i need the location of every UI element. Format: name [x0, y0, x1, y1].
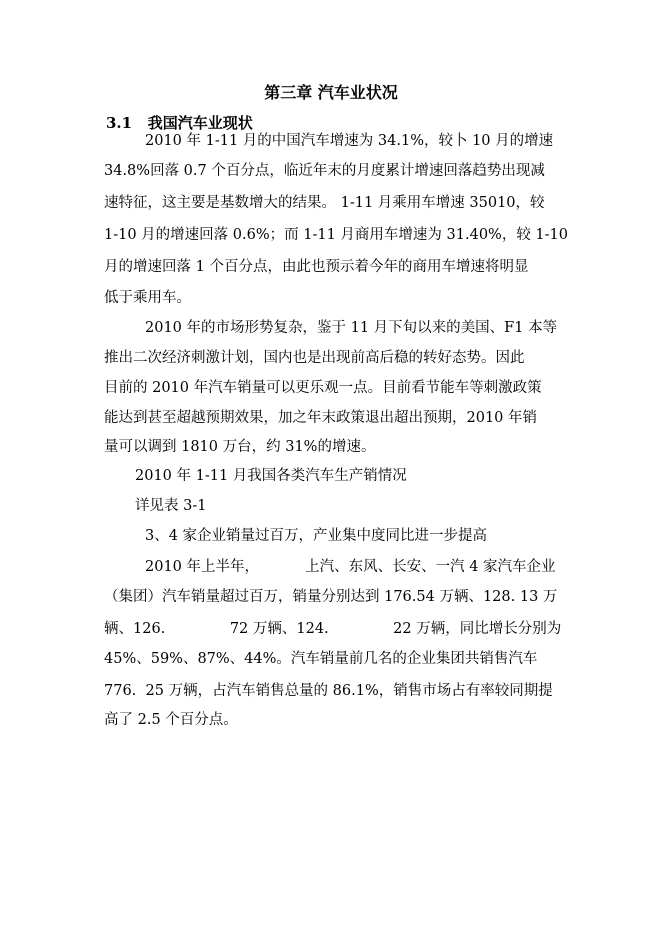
- paragraph-line: 推出二次经济刺激计划，国内也是出现前高后稳的转好态势。因此: [104, 350, 525, 366]
- paragraph-line: （集团）汽车销量超过百万，销量分别达到 176.54 万辆、128. 13 万: [104, 589, 558, 605]
- paragraph-line: 量可以调到 1810 万台，约 31%的增速。: [104, 439, 376, 455]
- paragraph-line: 34.8%回落 0.7 个百分点，临近年末的月度累计增速回落趋势出现减: [104, 163, 545, 179]
- section-heading: [106, 112, 253, 133]
- paragraph-line: 月的增速回落 1 个百分点，由此也预示着今年的商用车增速将明显: [104, 259, 529, 275]
- paragraph-line: 速特征，这主要是基数增大的结果。 1-11 月乘用车增速 35010，较: [104, 195, 545, 211]
- paragraph-line: 能达到甚至超越预期效果，加之年末政策退出超出预期，2010 年销: [104, 410, 538, 426]
- subheading: 3、4 家企业销量过百万，产业集中度同比进一步提高: [145, 528, 488, 544]
- chapter-title: 第三章 汽车业状况: [264, 83, 398, 102]
- paragraph-line: 目前的 2010 年汽车销量可以更乐观一点。目前看节能车等刺激政策: [104, 380, 542, 396]
- table-caption: 2010 年 1-11 月我国各类汽车生产销情况: [135, 468, 407, 484]
- paragraph-line: 45%、59%、87%、44%。汽车销量前几名的企业集团共销售汽车: [104, 651, 538, 667]
- paragraph-line: 2010 年 1-11 月的中国汽车增速为 34.1%，较卜 10 月的增速: [145, 133, 554, 149]
- paragraph-line: 2010 年的市场形势复杂，鉴于 11 月下旬以来的美国、F1 本等: [145, 320, 558, 336]
- paragraph-line: 2010 年上半年， 上汽、东风、长安、一汽 4 家汽车企业: [145, 559, 556, 575]
- paragraph-line: 辆、126. 72 万辆、124. 22 万辆，同比增长分别为: [104, 621, 562, 637]
- paragraph-line: 776. 25 万辆，占汽车销售总量的 86.1%，销售市场占有率较同期提: [104, 683, 553, 699]
- section-number: 3.1: [106, 114, 133, 132]
- paragraph-line: 1-10 月的增速回落 0.6%；而 1-11 月商用车增速为 31.40%，较 1-10: [104, 227, 569, 243]
- paragraph-line: 高了 2.5 个百分点。: [104, 712, 238, 728]
- table-reference: 详见表 3-1: [135, 498, 207, 514]
- section-title: 我国汽车业现状: [147, 114, 253, 132]
- paragraph-line: 低于乘用车。: [104, 290, 191, 306]
